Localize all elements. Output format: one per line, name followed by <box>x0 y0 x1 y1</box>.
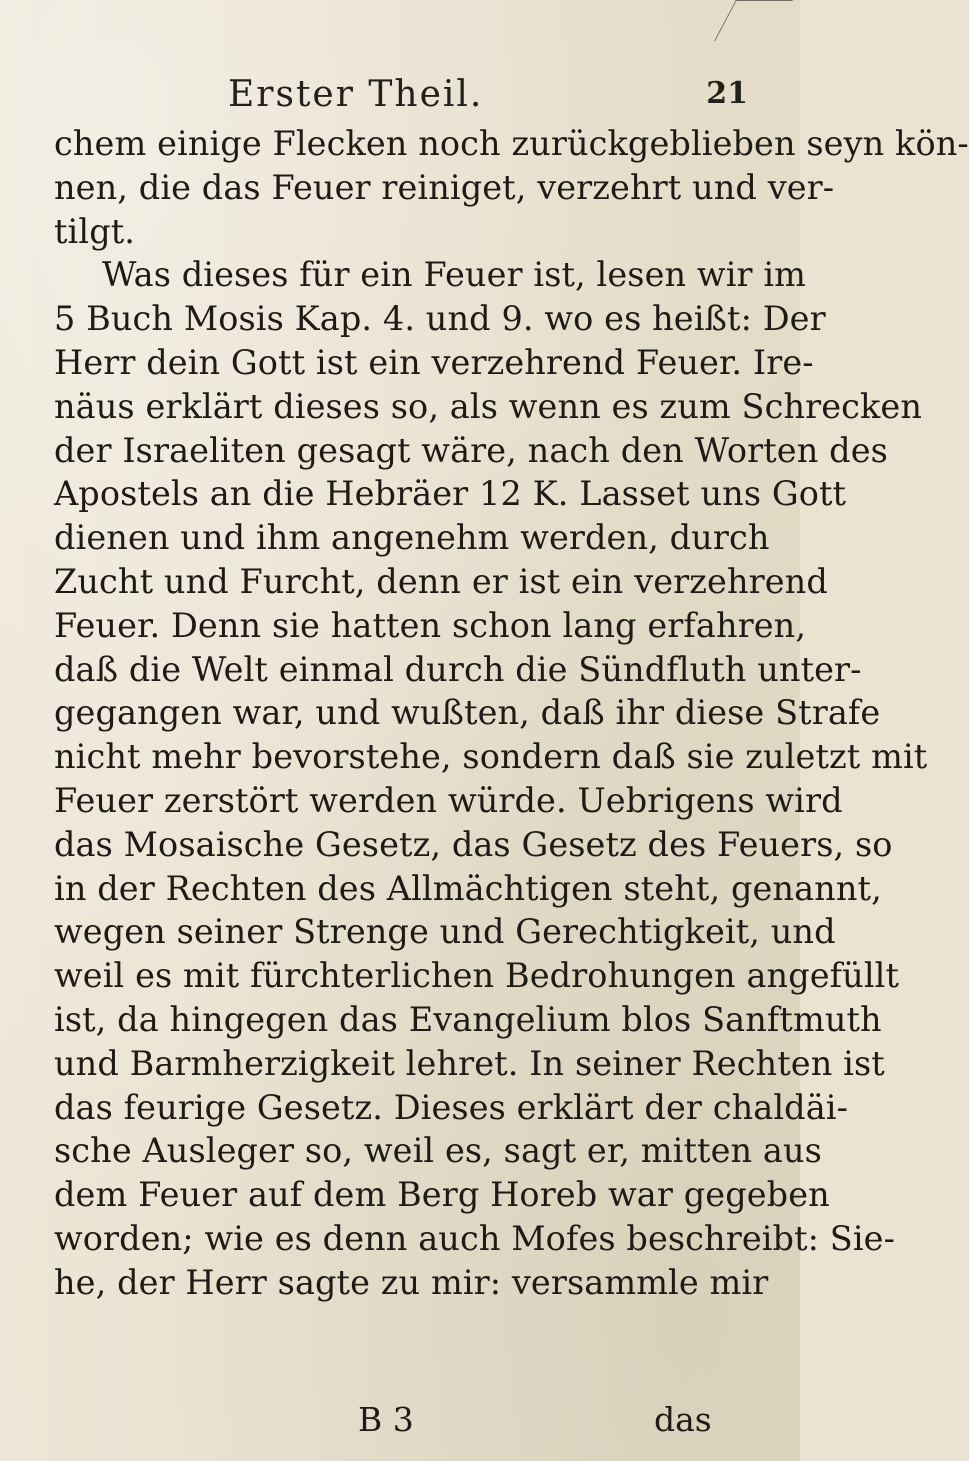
text-line: nen, die das Feuer reiniget, verzehrt und ver- <box>54 167 835 207</box>
text-line: Was dieses für ein Feuer ist, lesen wir im <box>102 255 807 295</box>
text-line: worden; wie es denn auch Mofes beschreibt: Sie- <box>54 1218 896 1258</box>
catchword: das <box>654 1400 712 1439</box>
text-line: Herr dein Gott ist ein verzehrend Feuer. Ire- <box>54 342 814 382</box>
text-line: Feuer. Denn sie hatten schon lang erfahren, <box>54 605 807 645</box>
text-line: gegangen war, und wußten, daß ihr diese Strafe <box>54 693 881 733</box>
text-line: Apostels an die Hebräer 12 K. Lasset uns Gott <box>54 474 847 514</box>
text-line: und Barmherzigkeit lehret. In seiner Rechten ist <box>54 1043 885 1083</box>
text-line: näus erklärt dieses so, als wenn es zum Schrecken <box>54 386 923 426</box>
text-line: Feuer zerstört werden würde. Uebrigens wird <box>54 780 843 820</box>
page-number: 21 <box>706 76 748 111</box>
text-line: der Israeliten gesagt wäre, nach den Worten des <box>54 430 888 470</box>
text-line: 5 Buch Mosis Kap. 4. und 9. wo es heißt: Der <box>54 299 826 339</box>
page-footer <box>0 1400 800 1444</box>
text-line: tilgt. <box>54 211 136 251</box>
text-line: chem einige Flecken noch zurückgeblieben seyn kön- <box>54 124 969 163</box>
signature-mark: B 3 <box>358 1400 414 1439</box>
text-line: wegen seiner Strenge und Gerechtigkeit, und <box>54 912 836 952</box>
body-text <box>54 122 969 1305</box>
text-line: sche Ausleger so, weil es, sagt er, mitten aus <box>54 1131 822 1171</box>
text-line: he, der Herr sagte zu mir: versammle mir <box>54 1262 769 1302</box>
text-line: nicht mehr bevorstehe, sondern daß sie zuletzt mit <box>54 737 928 777</box>
text-line: daß die Welt einmal durch die Sündfluth unter- <box>54 649 862 689</box>
running-title: Erster Theil. <box>228 74 484 115</box>
text-line: Zucht und Furcht, denn er ist ein verzehrend <box>54 561 828 601</box>
text-line: ist, da hingegen das Evangelium blos Sanftmuth <box>54 999 882 1039</box>
text-line: das feurige Gesetz. Dieses erklärt der chaldäi- <box>54 1087 849 1127</box>
text-line: dienen und ihm angenehm werden, durch <box>54 518 770 558</box>
text-line: in der Rechten des Allmächtigen steht, genannt, <box>54 868 882 908</box>
corner-pencil-mark <box>714 0 793 41</box>
text-line: das Mosaische Gesetz, das Gesetz des Feuers, so <box>54 824 893 864</box>
running-head <box>0 70 800 118</box>
text-line: weil es mit fürchterlichen Bedrohungen angefüllt <box>54 956 900 996</box>
text-line: dem Feuer auf dem Berg Horeb war gegeben <box>54 1175 830 1215</box>
